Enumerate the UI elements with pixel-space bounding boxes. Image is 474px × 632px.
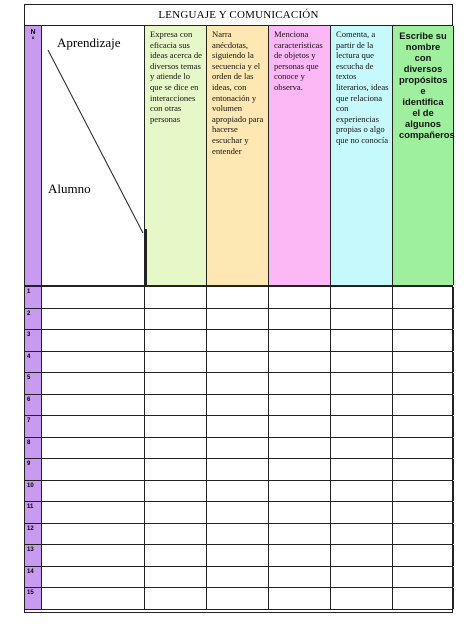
- evaluation-cell[interactable]: [331, 395, 393, 416]
- evaluation-cell[interactable]: [269, 481, 331, 502]
- objective-text: Escribe su nombre con diversos propósitos e identifica el de algunos compañeros: [399, 30, 455, 140]
- diagonal-header-cell: [42, 26, 145, 285]
- evaluation-cell[interactable]: [269, 416, 331, 437]
- student-name-cell[interactable]: [42, 352, 145, 373]
- evaluation-cell[interactable]: [331, 567, 393, 588]
- evaluation-cell[interactable]: [145, 309, 207, 330]
- header-row: [25, 26, 455, 287]
- row-number: 14: [25, 567, 42, 588]
- table-row: [25, 567, 452, 589]
- evaluation-cell[interactable]: [331, 373, 393, 394]
- row-number: 3: [25, 330, 42, 351]
- student-name-cell[interactable]: [42, 330, 145, 351]
- evaluation-cell[interactable]: [393, 567, 454, 588]
- student-name-cell[interactable]: [42, 438, 145, 459]
- evaluation-cell[interactable]: [331, 588, 393, 609]
- student-name-cell[interactable]: [42, 395, 145, 416]
- table-row: [25, 395, 452, 417]
- evaluation-cell[interactable]: [269, 373, 331, 394]
- evaluation-sheet: [24, 4, 453, 613]
- evaluation-cell[interactable]: [207, 524, 269, 545]
- aprendizaje-label: Aprendizaje: [57, 35, 121, 50]
- student-name-cell[interactable]: [42, 524, 145, 545]
- evaluation-cell[interactable]: [207, 567, 269, 588]
- table-row: [25, 287, 452, 309]
- evaluation-cell[interactable]: [145, 373, 207, 394]
- evaluation-cell[interactable]: [207, 287, 269, 308]
- evaluation-cell[interactable]: [393, 352, 454, 373]
- evaluation-cell[interactable]: [145, 438, 207, 459]
- objective-header-4: [331, 26, 393, 285]
- evaluation-cell[interactable]: [331, 481, 393, 502]
- table-row: [25, 416, 452, 438]
- evaluation-cell[interactable]: [269, 438, 331, 459]
- evaluation-cell[interactable]: [145, 287, 207, 308]
- row-number: 10: [25, 481, 42, 502]
- evaluation-cell[interactable]: [393, 481, 454, 502]
- evaluation-cell[interactable]: [393, 438, 454, 459]
- evaluation-cell[interactable]: [207, 588, 269, 609]
- evaluation-cell[interactable]: [207, 309, 269, 330]
- evaluation-cell[interactable]: [331, 416, 393, 437]
- row-number: 13: [25, 545, 42, 566]
- student-name-cell[interactable]: [42, 502, 145, 523]
- evaluation-cell[interactable]: [269, 352, 331, 373]
- row-number: 12: [25, 524, 42, 545]
- evaluation-cell[interactable]: [207, 416, 269, 437]
- evaluation-cell[interactable]: [331, 309, 393, 330]
- number-header: [25, 26, 42, 285]
- evaluation-cell[interactable]: [145, 545, 207, 566]
- evaluation-cell[interactable]: [393, 545, 454, 566]
- row-number: 5: [25, 373, 42, 394]
- evaluation-cell[interactable]: [331, 438, 393, 459]
- student-name-cell[interactable]: [42, 459, 145, 480]
- evaluation-cell[interactable]: [269, 524, 331, 545]
- evaluation-cell[interactable]: [145, 330, 207, 351]
- evaluation-cell[interactable]: [393, 459, 454, 480]
- evaluation-cell[interactable]: [393, 309, 454, 330]
- evaluation-cell[interactable]: [331, 502, 393, 523]
- table-row: [25, 481, 452, 503]
- evaluation-cell[interactable]: [393, 287, 454, 308]
- evaluation-cell[interactable]: [269, 309, 331, 330]
- objective-text: Comenta, a partir de la lectura que escucha de textos literarios, ideas que relaciona con experiencias propias o algo que no conocía: [336, 29, 389, 145]
- row-number: 15: [25, 588, 42, 609]
- objective-header-2: [207, 26, 269, 285]
- table-row: [25, 524, 452, 546]
- evaluation-cell[interactable]: [207, 395, 269, 416]
- evaluation-cell[interactable]: [269, 395, 331, 416]
- number-header-label: N °: [30, 29, 36, 44]
- evaluation-cell[interactable]: [145, 481, 207, 502]
- row-number: 6: [25, 395, 42, 416]
- table-row: [25, 352, 452, 374]
- evaluation-cell[interactable]: [331, 352, 393, 373]
- evaluation-cell[interactable]: [145, 352, 207, 373]
- row-number: 9: [25, 459, 42, 480]
- evaluation-cell[interactable]: [269, 545, 331, 566]
- table-row: [25, 502, 452, 524]
- table-row: [25, 438, 452, 460]
- evaluation-cell[interactable]: [393, 524, 454, 545]
- student-name-cell[interactable]: [42, 481, 145, 502]
- evaluation-cell[interactable]: [207, 502, 269, 523]
- evaluation-cell[interactable]: [145, 524, 207, 545]
- student-name-cell[interactable]: [42, 309, 145, 330]
- objective-text: Narra anécdotas, siguiendo la secuencia y el orden de las ideas, con entonación y volumen apropiado para hacerse escuchar y entender: [212, 29, 264, 156]
- sheet-title: LENGUAJE Y COMUNICACIÓN: [25, 5, 452, 26]
- evaluation-cell[interactable]: [207, 459, 269, 480]
- evaluation-cell[interactable]: [269, 588, 331, 609]
- student-name-cell[interactable]: [42, 287, 145, 308]
- evaluation-cell[interactable]: [207, 330, 269, 351]
- student-rows: [25, 287, 452, 610]
- evaluation-cell[interactable]: [393, 395, 454, 416]
- objective-text: Expresa con eficacia sus ideas acerca de diversos temas y atiende lo que se dice en interacciones con otras personas: [150, 29, 202, 124]
- column-marker: [145, 229, 147, 287]
- row-number: 7: [25, 416, 42, 437]
- table-row: [25, 373, 452, 395]
- evaluation-cell[interactable]: [393, 502, 454, 523]
- student-name-cell[interactable]: [42, 588, 145, 609]
- evaluation-cell[interactable]: [393, 373, 454, 394]
- evaluation-cell[interactable]: [145, 502, 207, 523]
- row-number: 8: [25, 438, 42, 459]
- evaluation-cell[interactable]: [393, 588, 454, 609]
- table-row: [25, 459, 452, 481]
- evaluation-cell[interactable]: [269, 330, 331, 351]
- evaluation-cell[interactable]: [207, 481, 269, 502]
- evaluation-cell[interactable]: [269, 502, 331, 523]
- row-number: 4: [25, 352, 42, 373]
- row-number: 2: [25, 309, 42, 330]
- table-row: [25, 309, 452, 331]
- student-name-cell[interactable]: [42, 373, 145, 394]
- evaluation-cell[interactable]: [331, 287, 393, 308]
- student-name-cell[interactable]: [42, 567, 145, 588]
- objective-text: Menciona características de objetos y personas que conoce y observa.: [274, 29, 323, 92]
- table-row: [25, 588, 452, 610]
- table-row: [25, 545, 452, 567]
- evaluation-cell[interactable]: [145, 416, 207, 437]
- row-number: 1: [25, 287, 42, 308]
- evaluation-cell[interactable]: [331, 524, 393, 545]
- diagonal-divider: [42, 26, 145, 287]
- evaluation-cell[interactable]: [145, 395, 207, 416]
- evaluation-cell[interactable]: [269, 567, 331, 588]
- evaluation-cell[interactable]: [207, 438, 269, 459]
- alumno-label: Alumno: [48, 181, 91, 196]
- evaluation-cell[interactable]: [269, 287, 331, 308]
- evaluation-cell[interactable]: [207, 373, 269, 394]
- student-name-cell[interactable]: [42, 545, 145, 566]
- evaluation-cell[interactable]: [331, 459, 393, 480]
- evaluation-cell[interactable]: [331, 545, 393, 566]
- evaluation-cell[interactable]: [393, 330, 454, 351]
- evaluation-cell[interactable]: [145, 588, 207, 609]
- student-name-cell[interactable]: [42, 416, 145, 437]
- evaluation-cell[interactable]: [145, 567, 207, 588]
- objective-header-3: [269, 26, 331, 285]
- evaluation-cell[interactable]: [269, 459, 331, 480]
- evaluation-cell[interactable]: [393, 416, 454, 437]
- row-number: 11: [25, 502, 42, 523]
- evaluation-cell[interactable]: [207, 545, 269, 566]
- table-row: [25, 330, 452, 352]
- evaluation-cell[interactable]: [207, 352, 269, 373]
- evaluation-cell[interactable]: [331, 330, 393, 351]
- objective-header-5: [393, 26, 454, 285]
- objective-header-1: [145, 26, 207, 285]
- evaluation-cell[interactable]: [145, 459, 207, 480]
